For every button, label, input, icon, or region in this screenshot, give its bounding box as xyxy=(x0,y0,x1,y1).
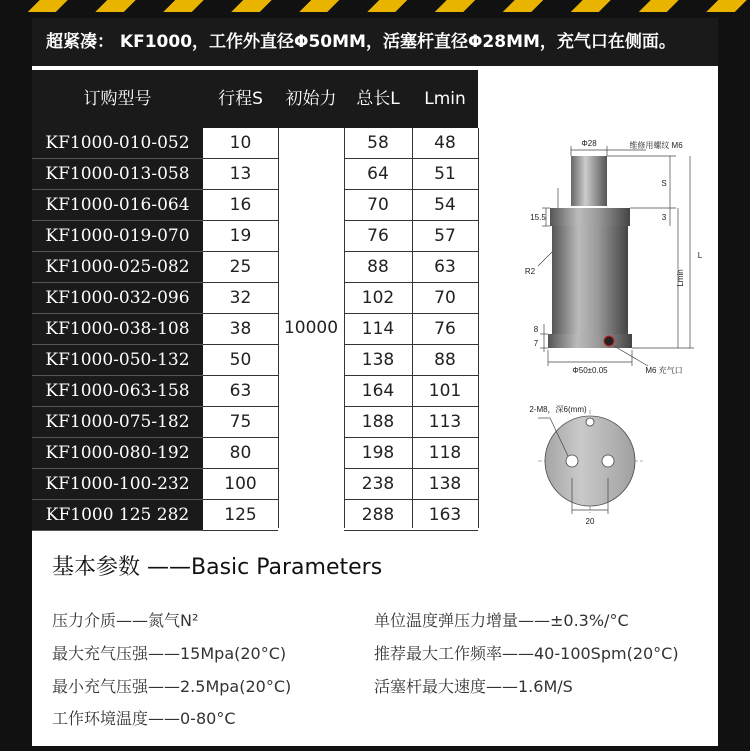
table-row-model: KF1000-032-096 xyxy=(32,283,203,314)
param-item: 推荐最大工作频率——40-100Spm(20°C) xyxy=(374,644,679,663)
table-cell-stroke: 38 xyxy=(203,314,278,345)
section-title: 基本参数 ——Basic Parameters xyxy=(52,555,383,580)
param-item: 压力介质——氮气N² xyxy=(52,611,199,630)
table-cell-lmin: 163 xyxy=(412,500,478,531)
table-cell-stroke: 25 xyxy=(203,252,278,283)
table-cell-length: 198 xyxy=(344,438,412,469)
table-cell-lmin: 48 xyxy=(412,128,478,159)
header-stroke: 行程S xyxy=(218,89,263,109)
table-row-model: KF1000-100-232 xyxy=(32,469,203,500)
table-cell-stroke: 32 xyxy=(203,283,278,314)
table-cell-stroke: 10 xyxy=(203,128,278,159)
param-item: 工作环境温度——0-80°C xyxy=(52,709,236,728)
table-cell-stroke: 13 xyxy=(203,159,278,190)
cylinder-body xyxy=(552,226,628,338)
lmin-dim-label: Lmin xyxy=(676,269,685,287)
table-cell-length: 102 xyxy=(344,283,412,314)
table-row-model: KF1000-013-058 xyxy=(32,159,203,190)
table-cell-length: 188 xyxy=(344,407,412,438)
hazard-stripe xyxy=(0,0,750,12)
table-row-model: KF1000 125 282 xyxy=(32,500,203,531)
spec-card xyxy=(32,18,718,746)
param-item: 最小充气压强——2.5Mpa(20°C) xyxy=(52,677,292,696)
piston-rod xyxy=(571,156,607,206)
table-cell-stroke: 100 xyxy=(203,469,278,500)
gas-port-label: M6 充气口 xyxy=(645,366,683,375)
header-lmin: Lmin xyxy=(424,89,466,109)
gas-port xyxy=(604,336,614,346)
table-cell-lmin: 70 xyxy=(412,283,478,314)
header-model: 订购型号 xyxy=(83,89,152,109)
table-cell-lmin: 76 xyxy=(412,314,478,345)
param-item: 最大充气压强——15Mpa(20°C) xyxy=(52,644,287,663)
dim-8-label: 8 xyxy=(533,325,539,334)
table-row-model: KF1000-019-070 xyxy=(32,221,203,252)
dim-7-label: 7 xyxy=(533,339,539,348)
table-row-model: KF1000-016-064 xyxy=(32,190,203,221)
holes-label: 2-M8，深6(mm) xyxy=(529,405,587,414)
table-cell-length: 164 xyxy=(344,376,412,407)
table-cell-lmin: 138 xyxy=(412,469,478,500)
table-cell-lmin: 54 xyxy=(412,190,478,221)
table-cell-stroke: 75 xyxy=(203,407,278,438)
body-base xyxy=(548,334,632,348)
table-row-model: KF1000-080-192 xyxy=(32,438,203,469)
dim-15-5-label: 15.5 xyxy=(530,213,546,222)
table-cell-lmin: 101 xyxy=(412,376,478,407)
thread-hole xyxy=(586,418,594,426)
table-cell-length: 288 xyxy=(344,500,412,531)
param-item: 单位温度弹压力增量——±0.3%/°C xyxy=(374,611,629,630)
table-row-model: KF1000-050-132 xyxy=(32,345,203,376)
param-item: 活塞杆最大速度——1.6M/S xyxy=(374,677,573,696)
mount-hole xyxy=(602,455,614,467)
table-cell-length: 70 xyxy=(344,190,412,221)
table-row-model: KF1000-075-182 xyxy=(32,407,203,438)
table-divider xyxy=(412,128,413,528)
table-cell-length: 238 xyxy=(344,469,412,500)
cylinder-drawing xyxy=(478,128,718,528)
thread-label: 维修用螺纹 M6 xyxy=(629,141,683,150)
table-row-model: KF1000-010-052 xyxy=(32,128,203,159)
table-cell-lmin: 51 xyxy=(412,159,478,190)
table-row-model: KF1000-038-108 xyxy=(32,314,203,345)
table-row-model: KF1000-063-158 xyxy=(32,376,203,407)
length-dim-label: L xyxy=(697,251,703,260)
table-cell-stroke: 50 xyxy=(203,345,278,376)
table-cell-lmin: 57 xyxy=(412,221,478,252)
rod-diameter-label: Φ28 xyxy=(581,139,597,148)
initial-force-value: 10000 xyxy=(283,318,339,338)
table-row-model: KF1000-025-082 xyxy=(32,252,203,283)
table-cell-stroke: 125 xyxy=(203,500,278,531)
table-cell-length: 114 xyxy=(344,314,412,345)
table-cell-stroke: 19 xyxy=(203,221,278,252)
table-cell-stroke: 63 xyxy=(203,376,278,407)
table-cell-stroke: 80 xyxy=(203,438,278,469)
dim-3-label: 3 xyxy=(661,213,667,222)
table-divider xyxy=(344,128,345,528)
body-diameter-label: Φ50±0.05 xyxy=(572,366,608,375)
stroke-dim-label: S xyxy=(661,179,667,188)
table-cell-lmin: 63 xyxy=(412,252,478,283)
table-cell-lmin: 113 xyxy=(412,407,478,438)
header-initial-force: 初始力 xyxy=(285,89,337,109)
mount-hole xyxy=(566,455,578,467)
table-cell-length: 58 xyxy=(344,128,412,159)
table-cell-length: 88 xyxy=(344,252,412,283)
table-cell-length: 138 xyxy=(344,345,412,376)
table-cell-lmin: 88 xyxy=(412,345,478,376)
table-cell-stroke: 16 xyxy=(203,190,278,221)
header-total-length: 总长L xyxy=(356,89,400,109)
table-cell-lmin: 118 xyxy=(412,438,478,469)
dim-20-label: 20 xyxy=(585,517,595,526)
radius-label: R2 xyxy=(524,267,536,276)
body-top xyxy=(550,208,630,226)
page-title: 超紧凑： KF1000，工作外直径Φ50MM，活塞杆直径Φ28MM，充气口在侧面。 xyxy=(32,18,718,66)
table-cell-length: 76 xyxy=(344,221,412,252)
table-cell-length: 64 xyxy=(344,159,412,190)
